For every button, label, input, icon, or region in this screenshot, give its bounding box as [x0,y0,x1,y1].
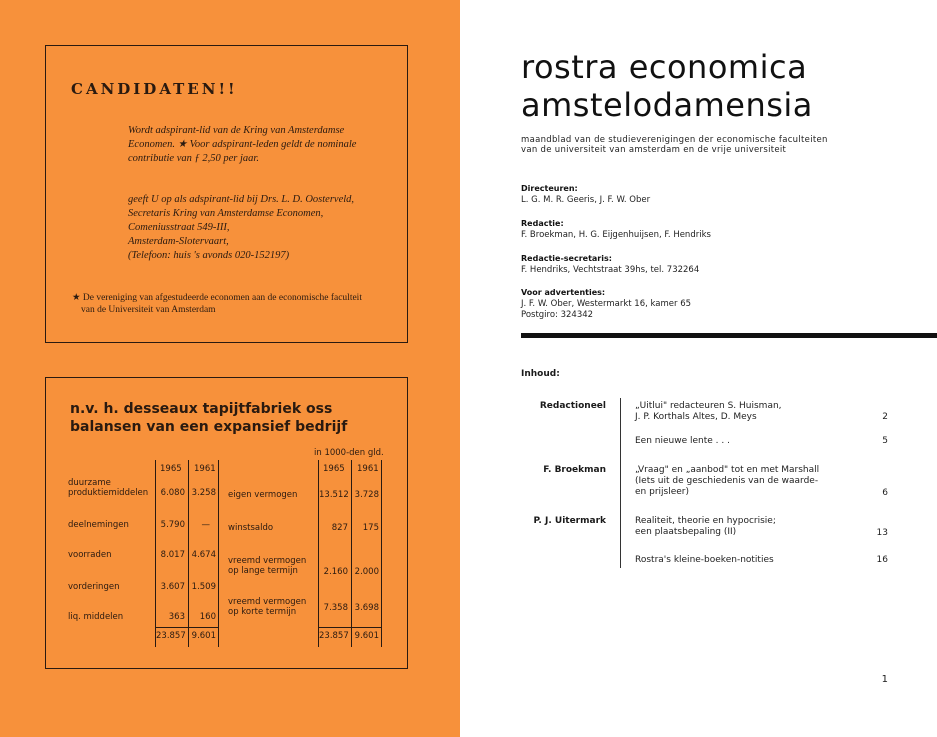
advertenties-label: Voor advertenties: [521,288,606,297]
toc-rule [620,398,621,568]
toc-author: F. Broekman [543,465,606,475]
toc-page: 2 [882,412,888,422]
masthead [521,48,813,124]
asset-total: 9.601 [191,631,216,641]
year-header-1965: 1965 [323,464,345,474]
left-page [0,0,460,737]
toc-author: P. J. Uitermark [533,516,606,526]
asset-value: 8.017 [160,550,185,560]
toc-title: „Uitlui" redacteuren S. Huisman, J. P. Korthals Altes, D. Meys [635,401,782,422]
asset-label: voorraden [68,550,112,560]
ad-line: Amsterdam-Slotervaart, [128,236,229,247]
toc-page: 6 [882,488,888,498]
liability-value: 2.000 [354,567,379,577]
toc-page: 13 [876,528,888,538]
toc-title: Een nieuwe lente . . . [635,436,730,446]
ad-line: contributie van ƒ 2,50 per jaar. [128,153,259,164]
ad-line: Economen. ★ Voor adspirant-leden geldt de nominale [128,139,357,150]
toc-title: Realiteit, theorie en hypocrisie; een plaatsbepaling (II) [635,516,776,537]
liability-label: eigen vermogen [228,490,298,500]
toc-title: „Vraag" en „aanbod" tot en met Marshall (Iets uit de geschiedenis van de waarde- en prijsleer) [635,465,820,497]
asset-value: — [201,520,210,530]
subtitle-line: van de universiteit van amsterdam en de vrije universiteit [521,145,787,155]
asset-value: 1.509 [191,582,216,592]
ad-line: Wordt adspirant-lid van de Kring van Amsterdamse [128,125,345,136]
toc-page: 16 [876,555,888,565]
liability-total: 23.857 [319,631,349,641]
secretaris-value: F. Hendriks, Vechtstraat 39hs, tel. 732264 [521,265,700,275]
asset-label: liq. middelen [68,612,124,622]
liability-label: winstsaldo [228,523,274,533]
liability-value: 3.698 [354,603,379,613]
total-rule [155,627,218,628]
year-header-1961: 1961 [357,464,379,474]
inhoud-heading: Inhoud: [521,369,560,379]
ad-line: (Telefoon: huis 's avonds 020-152197) [128,250,290,261]
balance-subtitle: balansen van een expansief bedrijf [70,419,348,435]
balance-heading [70,400,347,436]
toc-author: Redactioneel [539,401,606,411]
unit-note: in 1000-den gld. [314,448,384,458]
asset-value: 363 [168,612,185,622]
asset-value: 160 [199,612,216,622]
asset-value: 3.607 [160,582,185,592]
toc-page: 5 [882,436,888,446]
liability-label: vreemd vermogen op lange termijn [228,556,307,576]
redactie-label: Redactie: [521,219,564,228]
subtitle-line: maandblad van de studieverenigingen der economische faculteiten [521,135,828,145]
ad-line: Comeniusstraat 549-III, [128,222,230,233]
column-rule [351,460,352,647]
asset-label: vorderingen [68,582,120,592]
page-number: 1 [881,674,888,685]
column-rule [381,460,382,647]
balance-sheet-box [45,377,408,669]
divider-bar [521,333,937,338]
liability-value: 2.160 [323,567,348,577]
toc-title: Rostra's kleine-boeken-notities [635,555,774,565]
candidaten-ad-box [45,45,408,343]
footnote-line: van de Universiteit van Amsterdam [81,305,216,315]
column-rule [218,460,219,647]
liability-value: 7.358 [323,603,348,613]
asset-value: 5.790 [160,520,185,530]
liability-value: 13.512 [319,490,349,500]
directeuren-label: Directeuren: [521,184,578,193]
footnote-line: ★ De vereniging van afgestudeerde economen aan de economische faculteit [72,293,362,303]
masthead-line: rostra economica [521,48,808,86]
ad-paragraph-2 [128,193,354,263]
liability-value: 827 [331,523,348,533]
subtitle [521,135,828,155]
liability-total: 9.601 [354,631,379,641]
liability-value: 175 [362,523,379,533]
liability-label: vreemd vermogen op korte termijn [228,597,307,617]
right-page [460,0,937,737]
asset-value: 3.258 [191,488,216,498]
ad-line: geeft U op als adspirant-lid bij Drs. L. D. Oosterveld, [128,194,355,205]
ad-title: CANDIDATEN!! [71,80,238,98]
liability-value: 3.728 [354,490,379,500]
year-header-1965: 1965 [160,464,182,474]
directeuren-value: L. G. M. R. Geeris, J. F. W. Ober [521,195,651,205]
column-rule [318,460,319,647]
asset-value: 4.674 [191,550,216,560]
masthead-line: amstelodamensia [521,86,813,124]
redactie-value: F. Broekman, H. G. Eijgenhuijsen, F. Hendriks [521,230,711,240]
asset-total: 23.857 [156,631,186,641]
year-header-1961: 1961 [194,464,216,474]
advertenties-value: J. F. W. Ober, Westermarkt 16, kamer 65 Postgiro: 324342 [521,299,692,320]
asset-value: 6.080 [160,488,185,498]
ad-paragraph-1 [128,124,356,166]
asset-label: duurzame produktiemiddelen [68,478,149,498]
company-name: n.v. h. desseaux tapijtfabriek oss [70,401,333,417]
total-rule [318,627,381,628]
secretaris-label: Redactie-secretaris: [521,254,612,263]
ad-line: Secretaris Kring van Amsterdamse Economen, [128,208,324,219]
ad-footnote [72,292,362,316]
asset-label: deelnemingen [68,520,129,530]
